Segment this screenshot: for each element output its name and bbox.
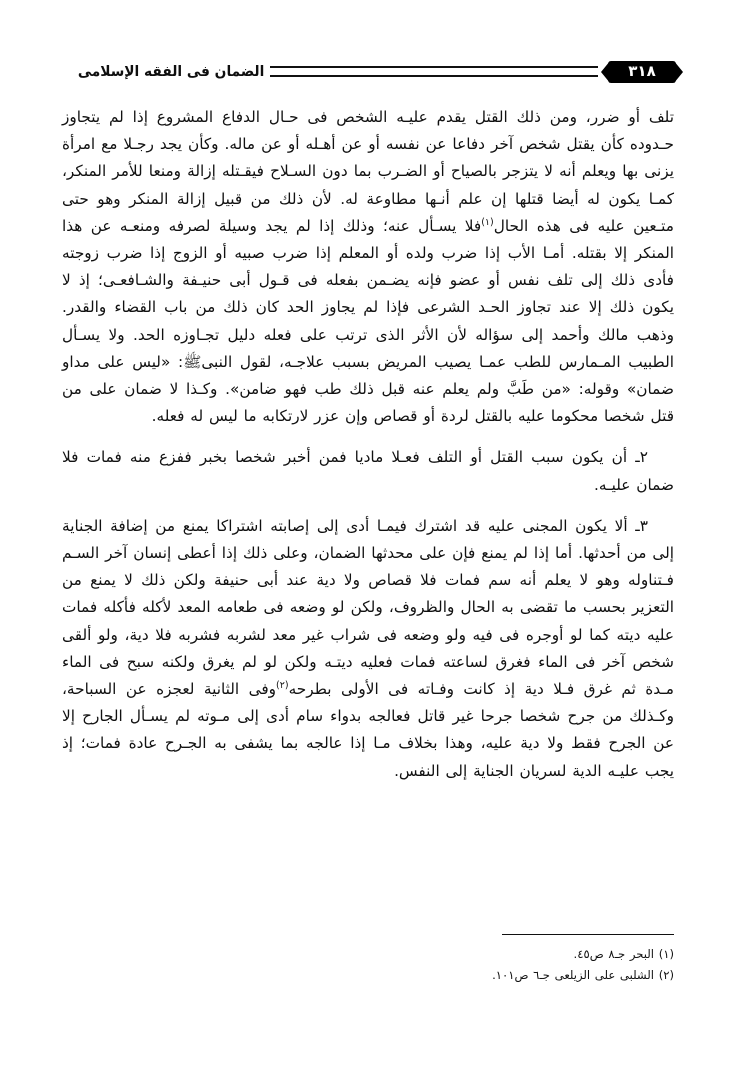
footnote-marker-1: (١) xyxy=(481,216,494,228)
paragraph-1-cont: فلا يسـأل عنه؛ وذلك إذا لم يجد وسيلة لصرفه ومنعـه عن هذا المنكر إلا بقتله. أمـا الأب إذا ضرب ولده أو المعلم إذا ضرب صبيه أو الزوج إذا ضرب زوجته فأدى ذلك إلى تلف نفس أو عضو فإنه يضـمن بفعله فى قـول أبى حنيـفة والشـافعـى؛ إذ لا يكون ذلك إلا عند تجاوز الحـد الشرعى فإذا لم يجاوز الحد كان ذلك من باب القضاء والقدر. وذهب مالك وأحمد إلى سؤاله لأن الأثر الذى ترتب على فعله دليل تجـاوزه الحد. ولا يسـأل الطبيب المـمارس للطب عمـا يصيب المريض بسبب علاجـه، لقول النبى xyxy=(62,216,674,371)
page-header xyxy=(60,52,676,92)
footnotes-section xyxy=(62,934,674,986)
footnote-separator xyxy=(502,934,674,935)
book-title: الضمان فى الفقه الإسلامى xyxy=(77,64,265,80)
header-divider-rule xyxy=(270,66,598,77)
paragraph-3-text: ٣ـ ألا يكون المجنى عليه قد اشترك فيمـا أدى إلى إصابته اشتراكا يمنع من إضافة الجناية إلى من أحدثها. أما إذا لم يمنع فإن على محدثها الضمان، وعلى ذلك إذا أعطى إنسان آخر السـم فـتناوله وهو لا يعلم أنه سم فمات فلا قصاص ولا دية عند أبى حنيفة ولكن ذلك لا يمنع من التعزير بحسب ما تقضى به الحال والظروف، ولكن لو وضعه فى طعامه المعد لأكله فأكله فمات عليه ديته كما لو أوجره فى فيه ولو وضعه فى شراب غير معد لشربه فشربه فلا دية، ولو ألقى شخص آخر فى الماء فغرق لساعته فمات فعليه ديتـه ولكن لو لم يغرق ولكنه سبح فى الماء مـدة ثم غرق فـلا دية إذ كانت وفـاته فى الأولى بطرحه xyxy=(62,516,674,699)
salla-glyph: ﷺ xyxy=(183,352,202,371)
footnote-marker-2: (٢) xyxy=(276,679,289,691)
paragraph-2: ٢ـ أن يكون سبب القتل أو التلف فعـلا ماديا فمن أخبر شخصا بخبر ففزع منه فمات فلا ضمان عليـه. xyxy=(62,448,674,494)
footnote-1: (١) البحر جـ٨ ص٤٥. xyxy=(573,947,674,961)
footnote-2: (٢) الشلبى على الزيلعى جـ٦ ص١٠١. xyxy=(492,968,674,982)
page-number-badge: ٣١٨ xyxy=(608,61,676,83)
paragraph-1-end: : «ليس على مداو ضمان» وقوله: «من طَبَّ ولم يعلم عنه قبل ذلك طب فهو ضامن». وكـذا لا ضمان على من قتل شخصا محكوما عليه بالقتل لردة أو قصاص وإن عزر لارتكابه ما ليس له فعله. xyxy=(62,352,674,426)
paragraph-3-cont: وفى الثانية لعجزه عن السباحة، وكـذلك من جرح شخصا جرحا غير قاتل فعالجه بدواء سام أدى إلى مـوته لم يسـأل الجارح إلا عن الجرح فقط ولا دية عليه، وهذا بخلاف مـا إذا عالجه بما يشفى به الجـرح عادة فمات؛ إذ يجب عليـه الدية لسريان الجناية إلى النفس. xyxy=(62,680,674,780)
paragraph-1-text: تلف أو ضرر، ومن ذلك القتل يقدم عليـه الشخص فى حـال الدفاع المشروع إذا لم يتجاوز حـدوده كأن يقتل شخص آخر دفاعا عن نفسه أو عن أهـله أو عن ماله. وكأن يجد رجـلا مع امرأة يزنى بها ويعلم أنه لا يتزجر بالصياح أو الضـرب بما دون السـلاح فيقـتله إزالة ومنعا للأمر المنكر، كمـا يكون له أيضا قتلها إن علم أنـها مطاوعة له. لأن ذلك من قبيل إزالة المنكر وهو حتى متـعين عليه فى هذه الحال xyxy=(62,108,674,235)
paragraph-1 xyxy=(62,104,674,430)
paragraph-3 xyxy=(62,513,674,785)
page-body xyxy=(62,104,674,787)
